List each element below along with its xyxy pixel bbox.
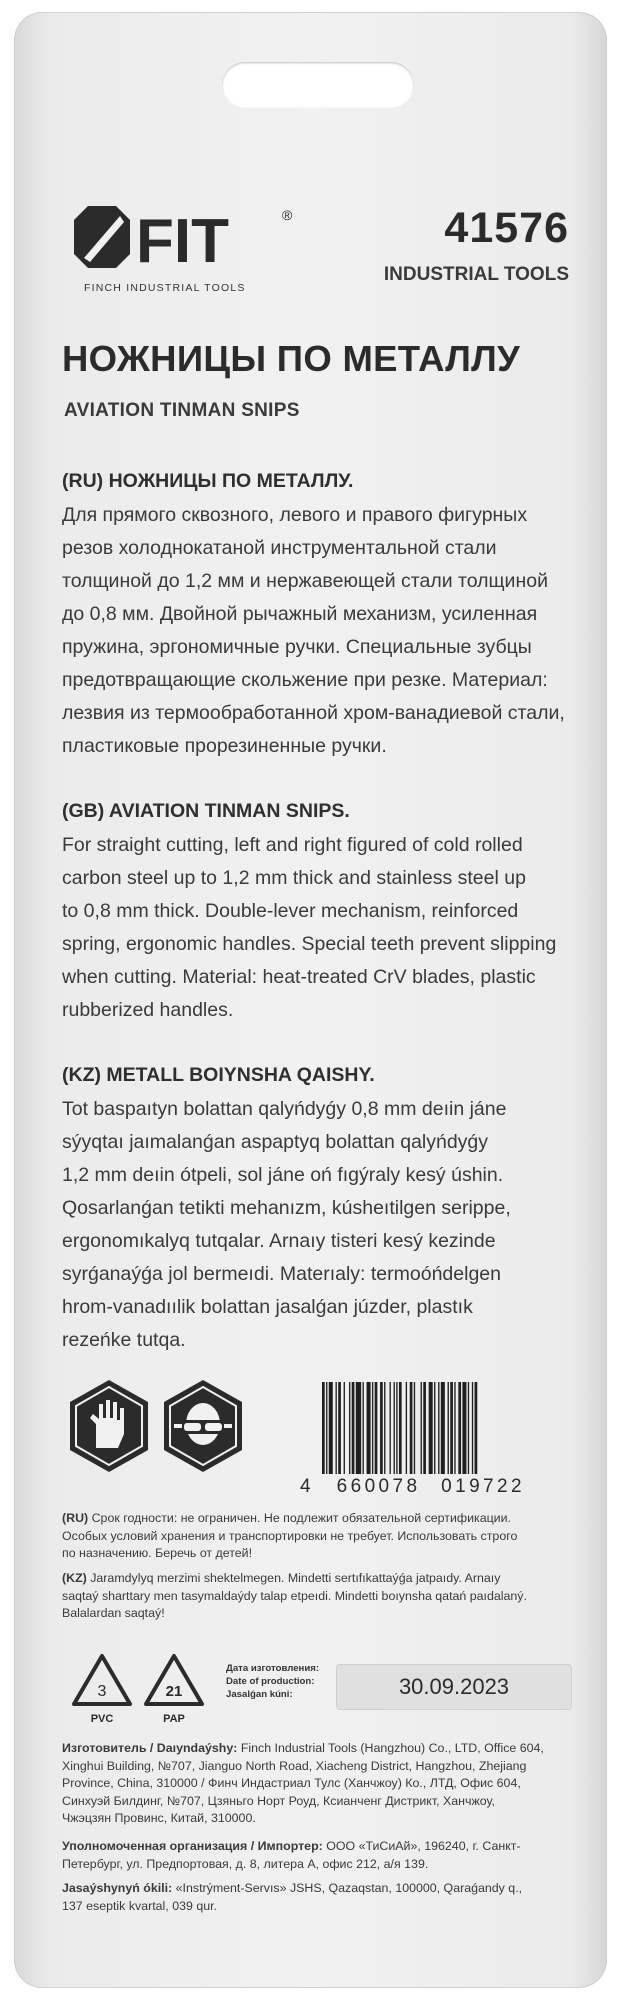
barcode-bar (352, 1382, 355, 1474)
text-line: saqtaý sharttary men tasymaldaýdy talap etpeıdi. Mindetti boıynsha qatań paıdalaný. (62, 1588, 527, 1603)
importer-label: Уполномоченная организация / Импортер: (62, 1839, 323, 1853)
text-line: carbon steel up to 1,2 mm thick and stainless steel up (62, 867, 526, 889)
barcode-bar (349, 1382, 350, 1474)
barcode-bar (363, 1382, 364, 1474)
barcode-bar (399, 1382, 402, 1474)
barcode-bar (375, 1382, 378, 1474)
text-line: rezeńke tutqa. (62, 1329, 186, 1351)
text-line: spring, ergonomic handles. Special teeth prevent slipping (62, 933, 557, 955)
barcode-bar (380, 1382, 383, 1474)
kz-rep-label: Jasaýshynyń ókili: (62, 1881, 173, 1895)
text-line: резов холоднокатаной инструментальной стали (62, 537, 497, 559)
barcode-bar (462, 1382, 466, 1474)
notice-label: (KZ) (62, 1571, 87, 1585)
production-date-labels (226, 1662, 319, 1701)
barcode-bar (434, 1382, 435, 1474)
text-line: 137 eseptik kvartal, 039 qur. (62, 1898, 217, 1913)
section-ru (62, 470, 582, 763)
manufacturer-label: Изготовитель / Daıyndaýshy: (62, 1741, 238, 1755)
notice-ru (62, 1510, 582, 1563)
article-number: 41576 (444, 204, 569, 252)
barcode-bar (421, 1382, 422, 1474)
text-line: лезвия из термообработанной хром-ванадиевой стали, (62, 702, 565, 724)
registered-mark: ® (282, 207, 293, 223)
recycling-pvc-icon (70, 1652, 134, 1726)
barcode-group-2: 019722 (441, 1476, 525, 1497)
text-line: предотвращающие скольжение при резке. Материал: (62, 669, 548, 691)
section-heading: (GB) AVIATION TINMAN SNIPS. (62, 800, 350, 822)
barcode-bar (406, 1382, 407, 1474)
barcode-bar (344, 1382, 345, 1474)
text-line: пластиковые прорезиненные ручки. (62, 735, 387, 757)
text-line: ООО «ТиСиАй», 196240, г. Санкт- (322, 1839, 521, 1853)
production-date-value: 30.09.2023 (336, 1664, 572, 1710)
barcode-bar (384, 1382, 385, 1474)
text-line: syrǵanaýǵa jol bermeıdi. Materıaly: termoóńdelgen (62, 1263, 501, 1285)
section-heading: (KZ) METALL BOIYNSHA QAISHY. (62, 1064, 375, 1086)
barcode-bar (475, 1382, 478, 1474)
text-line: до 0,8 мм. Двойной рычажный механизм, усиленная (62, 603, 538, 625)
text-line: Xinghui Building, №707, Jianguo North Road, Xiacheng District, Hangzhou, Zhejiang (62, 1758, 527, 1773)
text-line: For straight cutting, left and right figured of cold rolled (62, 834, 523, 856)
section-body (62, 829, 582, 1027)
notice-label: (RU) (62, 1511, 89, 1525)
barcode-first-digit: 4 (300, 1476, 314, 1497)
barcode-bar (441, 1382, 445, 1474)
text-line: «Instrýment-Servıs» JSHS, Qazaqstan, 100000, Qaraǵandy q., (172, 1881, 523, 1895)
section-kz (62, 1064, 582, 1357)
product-title-ru: НОЖНИЦЫ ПО МЕТАЛЛУ (62, 338, 521, 379)
fit-logo (64, 200, 304, 290)
barcode-bar (336, 1382, 337, 1474)
barcode-bar (448, 1382, 449, 1474)
barcode-bar (468, 1382, 469, 1474)
text-line: when cutting. Material: heat-treated CrV blades, plastic (62, 966, 536, 988)
text-line: ergonomıkalyq tutqalar. Arnaıy tisteri kesý kezinde (62, 1230, 496, 1252)
kz-representative-info (62, 1880, 582, 1915)
section-gb (62, 800, 582, 1027)
recycle-label: PVC (90, 1713, 114, 1725)
barcode-bar (410, 1382, 413, 1474)
text-line: толщиной до 1,2 мм и нержавеющей стали толщиной (62, 570, 548, 592)
barcode-bar (329, 1382, 333, 1474)
barcode-bar (356, 1382, 361, 1474)
manufacturer-info (62, 1740, 582, 1828)
production-label: Jasalǵan kúni: (226, 1689, 293, 1700)
text-line: Синхуэй Билдинг, №707, Цзяньго Норт Роуд, Ксианченг Дистрикт, Ханчжоу, (62, 1793, 495, 1808)
barcode-bar (372, 1382, 373, 1474)
barcode-bar (423, 1382, 426, 1474)
gloves-icon (66, 1378, 152, 1474)
text-line: Jaramdylyq merzimi shektelmegen. Mindetti sertıfıkattaýǵa jatpaıdy. Arnaıy (86, 1571, 501, 1585)
text-line: rubberized handles. (62, 999, 234, 1021)
text-line: Province, China, 310000 / Финч Индастриал Тулс (Ханчжоу) Ко., ЛТД, Офис 604, (62, 1776, 521, 1790)
article-subtitle: INDUSTRIAL TOOLS (383, 264, 569, 285)
text-line: Срок годности: не ограничен. Не подлежит обязательной сертификации. (88, 1511, 511, 1525)
barcode (320, 1382, 572, 1474)
barcode-bar (322, 1382, 325, 1474)
goggles-icon (160, 1378, 246, 1474)
barcode-bar (338, 1382, 341, 1474)
text-line: hrom-vanadıılik bolattan jasalǵan júzder, plastık (62, 1296, 473, 1318)
section-heading: (RU) НОЖНИЦЫ ПО МЕТАЛЛУ. (62, 470, 354, 492)
text-line: Чжэцзян Провинс, Китай, 310000. (62, 1811, 256, 1825)
logo-tagline: FINCH INDUSTRIAL TOOLS (84, 282, 246, 294)
barcode-digits (300, 1476, 590, 1498)
barcode-bar (396, 1382, 397, 1474)
recycle-label: PAP (163, 1713, 185, 1725)
production-label: Date of production: (226, 1676, 315, 1687)
barcode-bar (390, 1382, 391, 1474)
barcode-group-1: 660078 (336, 1476, 421, 1497)
text-line: sýyqtaı jaımalanǵan aspaptyq bolattan qalyńdyǵy (62, 1131, 489, 1153)
text-line: Finch Industrial Tools (Hangzhou) Co., LTD, Office 604, (237, 1741, 544, 1755)
logo-text: FIT (136, 207, 229, 276)
text-line: по назначению. Беречь от детей! (62, 1546, 253, 1560)
product-title-en: AVIATION TINMAN SNIPS (64, 400, 300, 421)
importer-info (62, 1838, 582, 1873)
barcode-bar (367, 1382, 371, 1474)
barcode-bar (472, 1382, 473, 1474)
recycle-number: 21 (165, 1683, 183, 1700)
text-line: to 0,8 mm thick. Double-lever mechanism, reinforced (62, 900, 519, 922)
text-line: Петербург, ул. Предпортовая, д. 8, литера А, офис 212, а/я 139. (62, 1856, 429, 1871)
barcode-bar (414, 1382, 415, 1474)
barcode-bar (326, 1382, 327, 1474)
text-line: Tot baspaıtyn bolattan qalyńdyǵy 0,8 mm deıin jáne (62, 1098, 507, 1120)
text-line: Для прямого сквозного, левого и правого фигурных (62, 504, 528, 526)
text-line: пружина, эргономичные ручки. Специальные зубцы (62, 636, 532, 658)
barcode-bar (429, 1382, 433, 1474)
recycle-number: 3 (97, 1683, 107, 1700)
notice-kz (62, 1570, 582, 1623)
section-body (62, 1093, 582, 1357)
production-label: Дата изготовления: (226, 1663, 320, 1674)
barcode-bar (394, 1382, 395, 1474)
text-line: Qosarlanǵan tetikti mehanızm, kúsheıtilgen serippe, (62, 1197, 511, 1219)
barcode-bar (438, 1382, 439, 1474)
text-line: 1,2 mm deıin ótpeli, sol jáne oń fıgýraly kesý úshin. (62, 1164, 504, 1186)
text-line: Balalardan saqtaý! (62, 1606, 165, 1620)
section-body (62, 499, 582, 763)
barcode-bar (458, 1382, 461, 1474)
barcode-bar (450, 1382, 453, 1474)
text-line: Особых условий хранения и транспортировки не требует. Использовать строго (62, 1528, 518, 1543)
barcode-bar (454, 1382, 455, 1474)
recycling-pap-icon (142, 1652, 206, 1726)
hang-slot (222, 62, 414, 108)
